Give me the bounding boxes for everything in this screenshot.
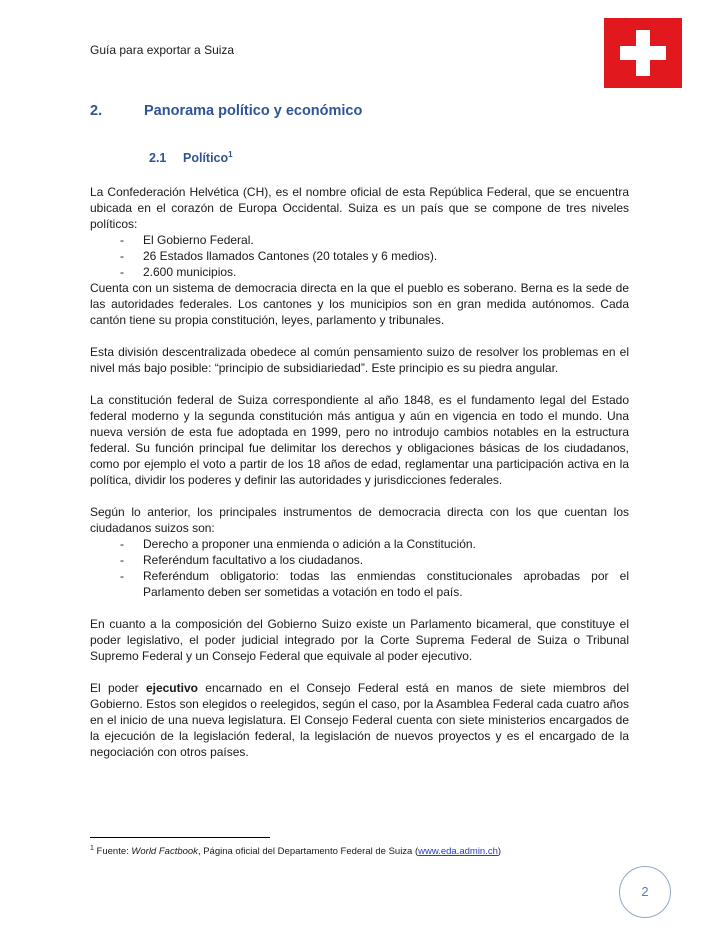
subsection-number: 2.1 bbox=[149, 151, 167, 166]
democracy-instruments-list bbox=[90, 536, 629, 600]
footnote-link[interactable]: www.eda.admin.ch bbox=[418, 846, 498, 858]
footnote-marker: 1 bbox=[90, 845, 94, 852]
paragraph-government: En cuanto a la composición del Gobierno Suizo existe un Parlamento bicameral, que constituye el poder legislativo, el poder judicial integrado por la Corte Suprema Federal de Suiza o Tribunal Supremo Federal y un Consejo Federal que equivale al poder ejecutivo. bbox=[90, 617, 629, 663]
paragraph-subsidiarity: Esta división descentralizada obedece al común pensamiento suizo de resolver los problemas en el nivel más bajo posible: “principio de subsidiariedad”. Este principio es su piedra angular. bbox=[90, 345, 629, 375]
paragraph-democracy: Cuenta con un sistema de democracia directa en la que el pueblo es soberano. Berna es la sede de las autoridades federales. Los cantones y los municipios son en gran medida autónomos. Cada cantón tiene su propia constitución, leyes, parlamento y tribunales. bbox=[90, 281, 629, 327]
bold-term: ejecutivo bbox=[145, 681, 198, 695]
list-item: - Referéndum facultativo a los ciudadanos. bbox=[120, 553, 364, 567]
paragraph-intro: La Confederación Helvética (CH), es el nombre oficial de esta República Federal, que se encuentra ubicada en el corazón de Europa Occidental. Suiza es un país que se compone de tres niveles políticos: bbox=[90, 185, 629, 231]
subsection-title: Político bbox=[183, 151, 229, 166]
section-number: 2. bbox=[90, 103, 103, 119]
section-heading bbox=[90, 103, 362, 119]
subsection-heading bbox=[149, 150, 233, 165]
section-title: Panorama político y económico bbox=[144, 103, 363, 119]
political-levels-list bbox=[90, 232, 629, 280]
page-number: 2 bbox=[619, 866, 671, 918]
paragraph-constitution: La constitución federal de Suiza correspondiente al año 1848, es el fundamento legal del Estado federal moderno y la segunda constitución más antigua y aún en vigencia en todo el mundo. Una nueva versión de esta fue adoptada en 1999, pero no introdujo cambios notables en la estructura federal. Su función principal fue delimitar los derechos y obligaciones básicas de los ciudadanos, como por ejemplo el voto a partir de los 18 años de edad, reglamentar una participación activa en la política, dividir los poderes y definir las autoridades y jurisdicciones federales. bbox=[90, 393, 629, 487]
document-body bbox=[90, 184, 629, 776]
list-item: - 2.600 municipios. bbox=[120, 265, 237, 279]
header-title: Guía para exportar a Suiza bbox=[90, 43, 235, 57]
swiss-flag-icon bbox=[604, 18, 682, 88]
list-item: - 26 Estados llamados Cantones (20 totales y 6 medios). bbox=[120, 249, 438, 263]
footnote-reference[interactable]: 1 bbox=[228, 150, 233, 159]
footnote: $^1$ Fuente: World Factbook, Página oficial del Departamento Federal de Suiza (www.eda.admin.ch) bbox=[90, 845, 502, 858]
list-item: - Derecho a proponer una enmienda o adición a la Constitución. bbox=[120, 537, 476, 551]
paragraph-instruments: Según lo anterior, los principales instrumentos de democracia directa con los que cuentan los ciudadanos suizos son: bbox=[90, 505, 629, 535]
list-item: - El Gobierno Federal. bbox=[120, 233, 254, 247]
footnote-separator bbox=[90, 837, 270, 838]
footnote-source-title: World Factbook bbox=[131, 846, 198, 858]
list-item: - Referéndum obligatorio: todas las enmiendas constitucionales aprobadas por el Parlamento deben ser sometidas a votación en todo el país. bbox=[120, 569, 629, 599]
flag-cross-horizontal bbox=[620, 46, 666, 60]
paragraph-executive: El poder ejecutivo encarnado en el Consejo Federal está en manos de siete miembros del Gobierno. Estos son elegidos o reelegidos, según el caso, por la Asamblea Federal cada cuatro años en el inicio de una nueva legislatura. El Consejo Federal cuenta con siete ministerios encargados de la ejecución de la legislación federal, la legislación de nuevos proyectos y es el encargado de la negociación con otros países. bbox=[90, 681, 630, 759]
